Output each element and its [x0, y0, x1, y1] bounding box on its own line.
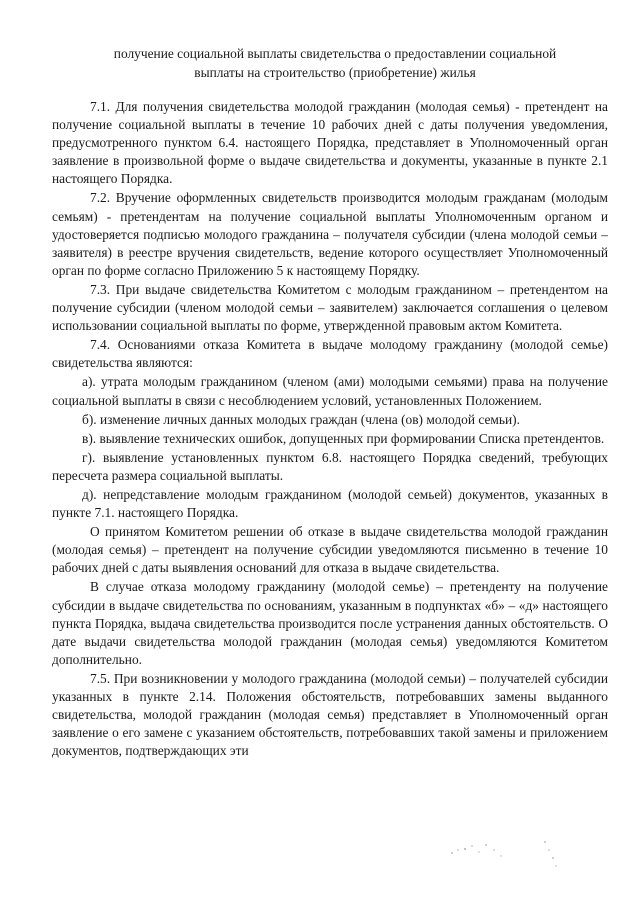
subitem-v: в). выявление технических ошибок, допущенных при формировании Списка претендентов. — [82, 430, 605, 446]
paragraph-7-2: 7.2. Вручение оформленных свидетельств производится молодым гражданам (молодым семьям) - претендентам на получение социальной выплаты Уполномоченным органом и удостоверяется подписью молодого гражданина – получателя субсидии (члена молодой семьи – заявителя) в реестре вручения свидетельств, ведение которого осуществляет Уполномоченный орган по форме согласно Приложению 5 к настоящему Порядку. — [52, 190, 608, 278]
paragraph-7-4: 7.4. Основаниями отказа Комитета в выдаче молодому гражданину (молодой семье) свидетельства являются: — [52, 337, 608, 371]
paragraph-refusal-notice: О принятом Комитетом решении об отказе в выдаче свидетельства молодой гражданин (молодая семья) – претендент на получение субсидии уведомляются письменно в течение 10 рабочих дней с даты выявления оснований для отказа в выдаче свидетельства. — [52, 524, 608, 576]
subitem-b: б). изменение личных данных молодых граждан (члена (ов) молодой семьи). — [82, 411, 520, 427]
title-line-1: получение социальной выплаты свидетельства о предоставлении социальной — [113, 46, 557, 61]
document-body — [52, 98, 608, 761]
paragraph-7-5: 7.5. При возникновении у молодого гражданина (молодой семьи) – получателей субсидии указанных в пункте 2.14. Положения обстоятельств, потребовавших замены выданного свидетельства, молодой гражданин (молодая семья) представляет в Уполномоченный орган заявление о его замене с указанием обстоятельств, потребовавших такой замены и приложением документов, подтверждающих эти — [52, 670, 608, 759]
subitem-a: а). утрата молодым гражданином (членом (ами) молодыми семьями) права на получение социальной выплаты в связи с несоблюдением условий, установленных Положением. — [52, 374, 608, 408]
title-line-2: выплаты на строительство (приобретение) жилья — [194, 65, 476, 80]
subitem-g: г). выявление установленных пунктом 6.8. настоящего Порядка сведений, требующих пересчета размера социальной выплаты. — [52, 449, 608, 483]
paragraph-refusal-case: В случае отказа молодому гражданину (молодой семье) – претенденту на получение субсидии в выдаче свидетельства по основаниям, указанным в подпунктах «б» – «д» настоящего пункта Порядка, выдача свидетельства производится после устранения данных обстоятельств. О дате выдачи свидетельства молодой гражданин (молодая семья) уведомляются Комитетом дополнительно. — [52, 579, 608, 667]
page-title — [70, 44, 600, 82]
paragraph-7-3: 7.3. При выдаче свидетельства Комитетом с молодым гражданином – претендентом на получение субсидии (членом молодой семьи – заявителем) заключается соглашения о целевом использовании социальной выплаты по форме, утвержденной правовым актом Комитета. — [52, 281, 608, 334]
subitem-d: д). непредставление молодым гражданином (молодой семьей) документов, указанных в пункте 7.1. настоящего Порядка. — [52, 486, 608, 521]
paragraph-7-1: 7.1. Для получения свидетельства молодой гражданин (молодая семья) - претендент на получение социальной выплаты в течение 10 рабочих дней с даты получения уведомления, предусмотренного пунктом 6.4. настоящего Порядка, представляет в Уполномоченный орган заявление в произвольной форме о выдаче свидетельства и документы, указанные в пункте 2.1 настоящего Порядка. — [52, 99, 608, 187]
